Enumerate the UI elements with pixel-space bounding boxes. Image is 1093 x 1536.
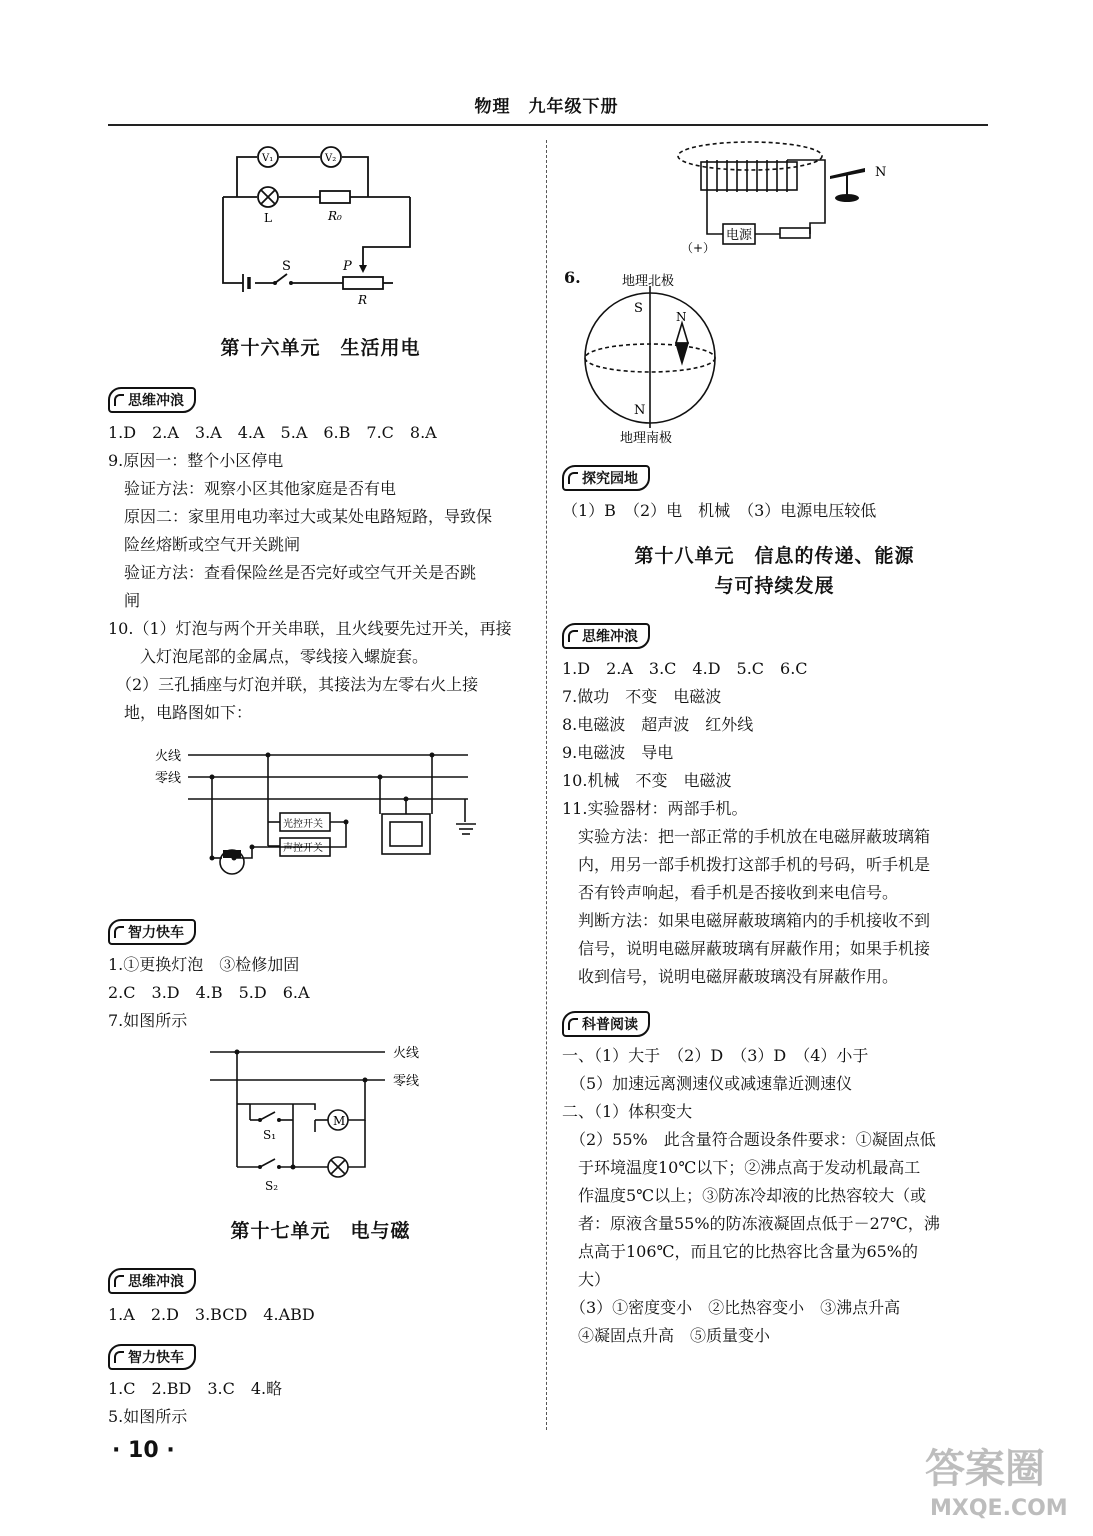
answer-line: 7.做功 不变 电磁波 <box>562 687 722 706</box>
page-number-row <box>112 1438 175 1463</box>
answer-line: ④凝固点升高 ⑤质量变小 <box>562 1326 771 1345</box>
v1-label: V₁ <box>262 153 274 164</box>
section-badge: 智力快车 <box>108 1344 196 1370</box>
watermark-logo: 答案圈 <box>925 1446 1045 1492</box>
section-badge: 思维冲浪 <box>562 623 650 649</box>
answer-line: （2）三孔插座与灯泡并联，其接法为左零右火上接 <box>108 675 479 694</box>
needle-label: N <box>676 310 687 324</box>
light-switch-label: 光控开关 <box>283 819 323 830</box>
s1-label: S₁ <box>263 1128 277 1142</box>
circuit-diagram-voltmeters <box>215 140 425 310</box>
unit18-sec2-answers <box>562 1042 940 1350</box>
north-pole-label: 地理北极 <box>622 274 675 289</box>
answer-line: 于环境温度10℃以下；②沸点高于发动机最高工 <box>562 1158 921 1177</box>
fire-line-label: 火线 <box>155 749 182 764</box>
answer-line: 10.（1）灯泡与两个开关串联，且火线要先过开关，再接 <box>108 619 512 638</box>
answer-line: 10.机械 不变 电磁波 <box>562 771 732 790</box>
unit17-sec1-answers <box>108 1301 315 1329</box>
switch-label: S <box>282 259 291 274</box>
answer-line: 1.①更换灯泡 ③检修加固 <box>108 955 300 974</box>
unit16-title: 第十六单元 生活用电 <box>220 337 421 359</box>
section-badge: 思维冲浪 <box>108 387 196 413</box>
motor-symbol: M <box>333 1114 346 1128</box>
answer-line: 验证方法：观察小区其他家庭是否有电 <box>108 479 397 498</box>
watermark-url: MXQE.COM <box>930 1496 1068 1521</box>
answer-line: 2.C 3.D 4.B 5.D 6.A <box>108 983 310 1002</box>
unit16-sec2-answers <box>108 951 310 1035</box>
fire-line-label: 火线 <box>393 1046 420 1061</box>
answer-line: 8.电磁波 超声波 红外线 <box>562 715 754 734</box>
section-badge: 科普阅读 <box>562 1011 650 1037</box>
page-header: 物理 九年级下册 <box>474 97 619 117</box>
section-badge: 智力快车 <box>108 919 196 945</box>
unit18-sec1-answers <box>562 655 930 991</box>
answer-line: 实验方法：把一部正常的手机放在电磁屏蔽玻璃箱 <box>562 827 931 846</box>
answer-line: （1）B （2）电 机械 （3）电源电压较低 <box>562 501 877 520</box>
household-wiring-diagram <box>150 740 490 900</box>
section-badge: 探究园地 <box>562 465 650 491</box>
slider-label: P <box>343 259 352 274</box>
column-divider <box>546 140 547 1430</box>
answer-line: 收到信号，说明电磁屏蔽玻璃没有屏蔽作用。 <box>562 967 899 986</box>
answer-line: 点高于106℃，而且它的比热容比含量为65%的 <box>562 1242 919 1261</box>
unit17-sec3-answers <box>562 497 876 525</box>
s2-label: S₂ <box>265 1179 279 1193</box>
answer-line: 7.如图所示 <box>108 1011 188 1030</box>
unit18-title-line2: 与可持续发展 <box>714 575 835 597</box>
power-label: 电源 <box>726 228 753 243</box>
south-pole-label: 地理南极 <box>620 431 673 446</box>
unit16-sec2-tag <box>108 919 196 945</box>
motor-lamp-circuit <box>205 1040 445 1200</box>
section-badge: 思维冲浪 <box>108 1268 196 1294</box>
lamp-label: L <box>264 211 272 225</box>
plus-label: （+） <box>681 241 716 255</box>
unit18-sec2-tag <box>562 1011 650 1037</box>
unit16-sec1-tag <box>108 387 196 413</box>
unit17-sec1-tag <box>108 1268 196 1294</box>
answer-line: （5）加速远离测速仪或减速靠近测速仪 <box>562 1074 853 1093</box>
answer-line: 一、（1）大于 （2）D （3）D （4）小于 <box>562 1046 869 1065</box>
answer-line: 二、（1）体积变大 <box>562 1102 693 1121</box>
answer-line: 5.如图所示 <box>108 1407 188 1426</box>
zero-line-label: 零线 <box>155 771 182 786</box>
v2-label: V₂ <box>325 153 337 164</box>
unit17-sec2-tag <box>108 1344 196 1370</box>
answer-line: 作温度5℃以上；③防冻冷却液的比热容较大（或 <box>562 1186 927 1205</box>
s-label: S <box>634 301 643 316</box>
header-rule <box>108 124 988 126</box>
unit17-title: 第十七单元 电与磁 <box>230 1220 411 1242</box>
answer-line: 否有铃声响起，看手机是否接收到来电信号。 <box>562 883 899 902</box>
answer-line: 1.A 2.D 3.BCD 4.ABD <box>108 1305 315 1324</box>
rheostat-label: R <box>358 293 368 307</box>
unit18-title-line1: 第十八单元 信息的传递、能源 <box>634 545 915 567</box>
answer-line: 1.C 2.BD 3.C 4.略 <box>108 1379 283 1398</box>
n-label: N <box>634 403 646 418</box>
answer-line: 判断方法：如果电磁屏蔽玻璃箱内的手机接收不到 <box>562 911 931 930</box>
answer-line: （2）55% 此含量符合题设条件要求：①凝固点低 <box>562 1130 936 1149</box>
unit16-sec1-answers <box>108 419 512 727</box>
unit17-sec2-answers <box>108 1375 282 1431</box>
answer-line: （3）①密度变小 ②比热容变小 ③沸点升高 <box>562 1298 901 1317</box>
answer-line: 地，电路图如下： <box>108 703 253 722</box>
unit18-sec1-tag <box>562 623 650 649</box>
dot-icon: · <box>166 1438 175 1463</box>
answer-line: 大） <box>562 1270 611 1289</box>
answer-line: 闸 <box>108 591 141 610</box>
answer-line: 内，用另一部手机拨打这部手机的号码，听手机是 <box>562 855 931 874</box>
unit17-sec3-tag <box>562 465 650 491</box>
answer-line: 9.电磁波 导电 <box>562 743 674 762</box>
sound-switch-label: 声控开关 <box>283 843 323 854</box>
answer-line: 1.D 2.A 3.C 4.D 5.C 6.C <box>562 659 808 678</box>
q6-label: 6. <box>564 268 581 287</box>
answer-line: 11.实验器材：两部手机。 <box>562 799 748 818</box>
answer-line: 原因二：家里用电功率过大或某处电路短路，导致保 <box>108 507 493 526</box>
answer-line: 险丝熔断或空气开关跳闸 <box>108 535 301 554</box>
answer-line: 9.原因一：整个小区停电 <box>108 451 284 470</box>
zero-line-label: 零线 <box>393 1074 420 1089</box>
answer-line: 信号，说明电磁屏蔽玻璃有屏蔽作用；如果手机接 <box>562 939 931 958</box>
resistor-label: R₀ <box>328 209 342 223</box>
answer-line: 验证方法：查看保险丝是否完好或空气开关是否跳 <box>108 563 477 582</box>
answer-line: 者：原液含量55%的防冻液凝固点低于－27℃，沸 <box>562 1214 940 1233</box>
north-label: N <box>875 165 887 180</box>
solenoid-diagram <box>675 138 905 263</box>
page-number: 10 <box>128 1438 159 1463</box>
answer-line: 入灯泡尾部的金属点，零线接入螺旋套。 <box>108 647 429 666</box>
globe-diagram <box>580 268 720 448</box>
dot-icon: · <box>112 1438 121 1463</box>
answer-line: 1.D 2.A 3.A 4.A 5.A 6.B 7.C 8.A <box>108 423 437 442</box>
